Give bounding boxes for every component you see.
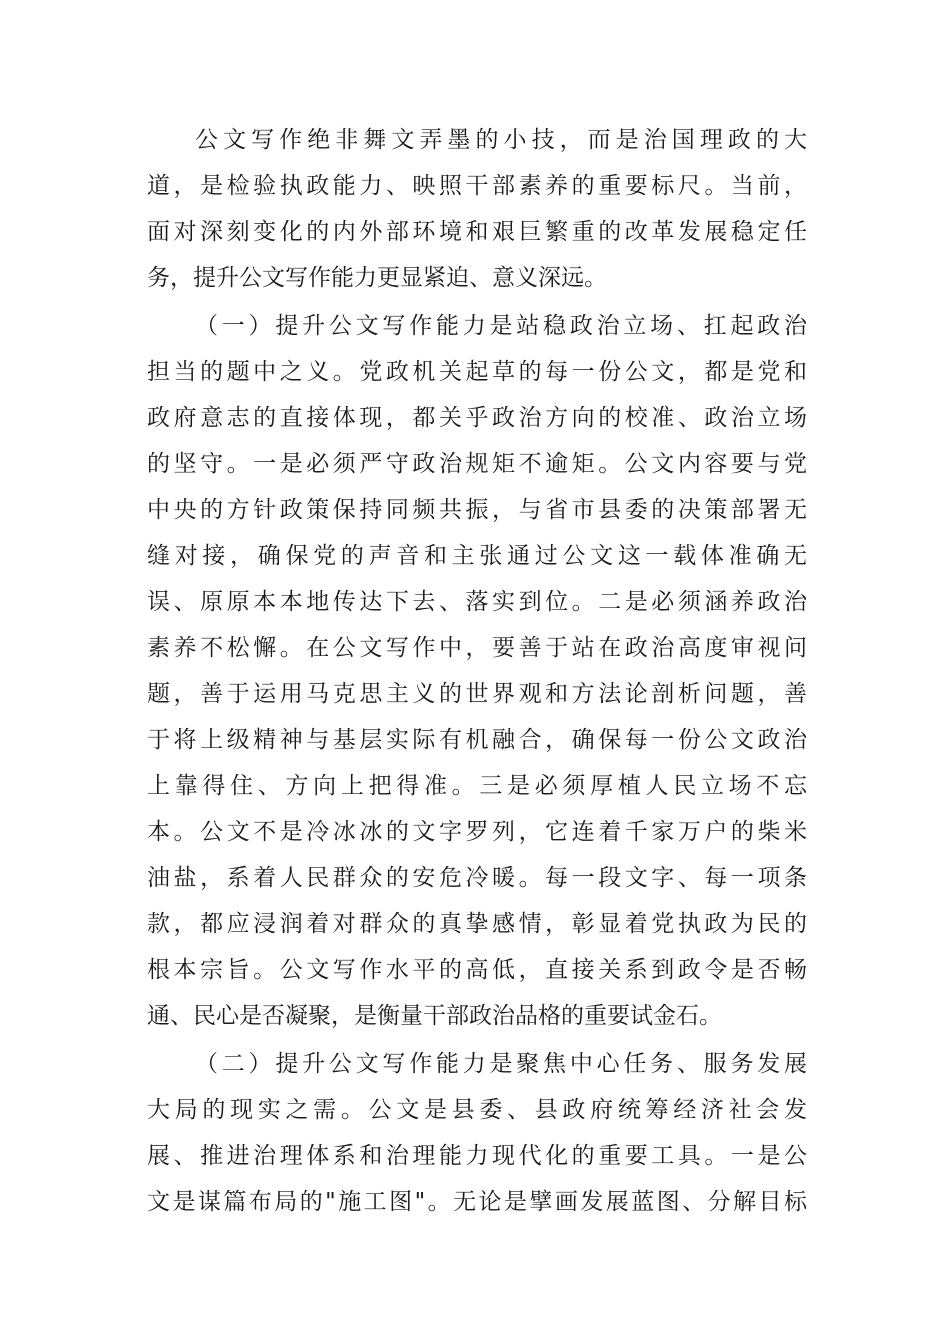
para2-line-13: 油盐，系着人民群众的安危冷暖。每一段文字、每一项条 [147, 865, 807, 891]
para1-line-1: 公文写作绝非舞文弄墨的小技，而是治国理政的大 [195, 127, 807, 153]
para2-line-12: 本。公文不是冷冰冰的文字罗列，它连着千家万户的柴米 [147, 819, 807, 845]
para2-line-1: （一）提升公文写作能力是站稳政治立场、扛起政治 [195, 313, 807, 339]
para2-line-7: 误、原原本本地传达下去、落实到位。二是必须涵养政治 [147, 589, 807, 615]
para2-line-6: 缝对接，确保党的声音和主张通过公文这一载体准确无 [147, 543, 807, 569]
para2-line-9: 题，善于运用马克思主义的世界观和方法论剖析问题，善 [147, 681, 807, 707]
para2-line-11: 上靠得住、方向上把得准。三是必须厚植人民立场不忘 [147, 773, 807, 799]
para3-line-3: 展、推进治理体系和治理能力现代化的重要工具。一是公 [147, 1143, 807, 1169]
para1-line-4: 务，提升公文写作能力更显紧迫、意义深远。 [147, 265, 607, 291]
para2-line-8: 素养不松懈。在公文写作中，要善于站在政治高度审视问 [147, 635, 807, 661]
para2-line-3: 政府意志的直接体现，都关乎政治方向的校准、政治立场 [147, 405, 807, 431]
para2-line-16: 通、民心是否凝聚，是衡量干部政治品格的重要试金石。 [147, 1003, 722, 1029]
para2-line-15: 根本宗旨。公文写作水平的高低，直接关系到政令是否畅 [147, 957, 807, 983]
para3-line-1: （二）提升公文写作能力是聚焦中心任务、服务发展 [195, 1051, 807, 1077]
para2-line-10: 于将上级精神与基层实际有机融合，确保每一份公文政治 [147, 727, 807, 753]
para2-line-4: 的坚守。一是必须严守政治规矩不逾矩。公文内容要与党 [147, 451, 807, 477]
para3-line-2: 大局的现实之需。公文是县委、县政府统筹经济社会发 [147, 1097, 807, 1123]
para3-line-4: 文是谋篇布局的"施工图"。无论是擘画发展蓝图、分解目标 [147, 1189, 807, 1215]
para2-line-14: 款，都应浸润着对群众的真挚感情，彰显着党执政为民的 [147, 911, 807, 937]
para1-line-2: 道，是检验执政能力、映照干部素养的重要标尺。当前， [147, 173, 807, 199]
para1-line-3: 面对深刻变化的内外部环境和艰巨繁重的改革发展稳定任 [147, 219, 807, 245]
para2-line-5: 中央的方针政策保持同频共振，与省市县委的决策部署无 [147, 497, 807, 523]
para2-line-2: 担当的题中之义。党政机关起草的每一份公文，都是党和 [147, 359, 807, 385]
